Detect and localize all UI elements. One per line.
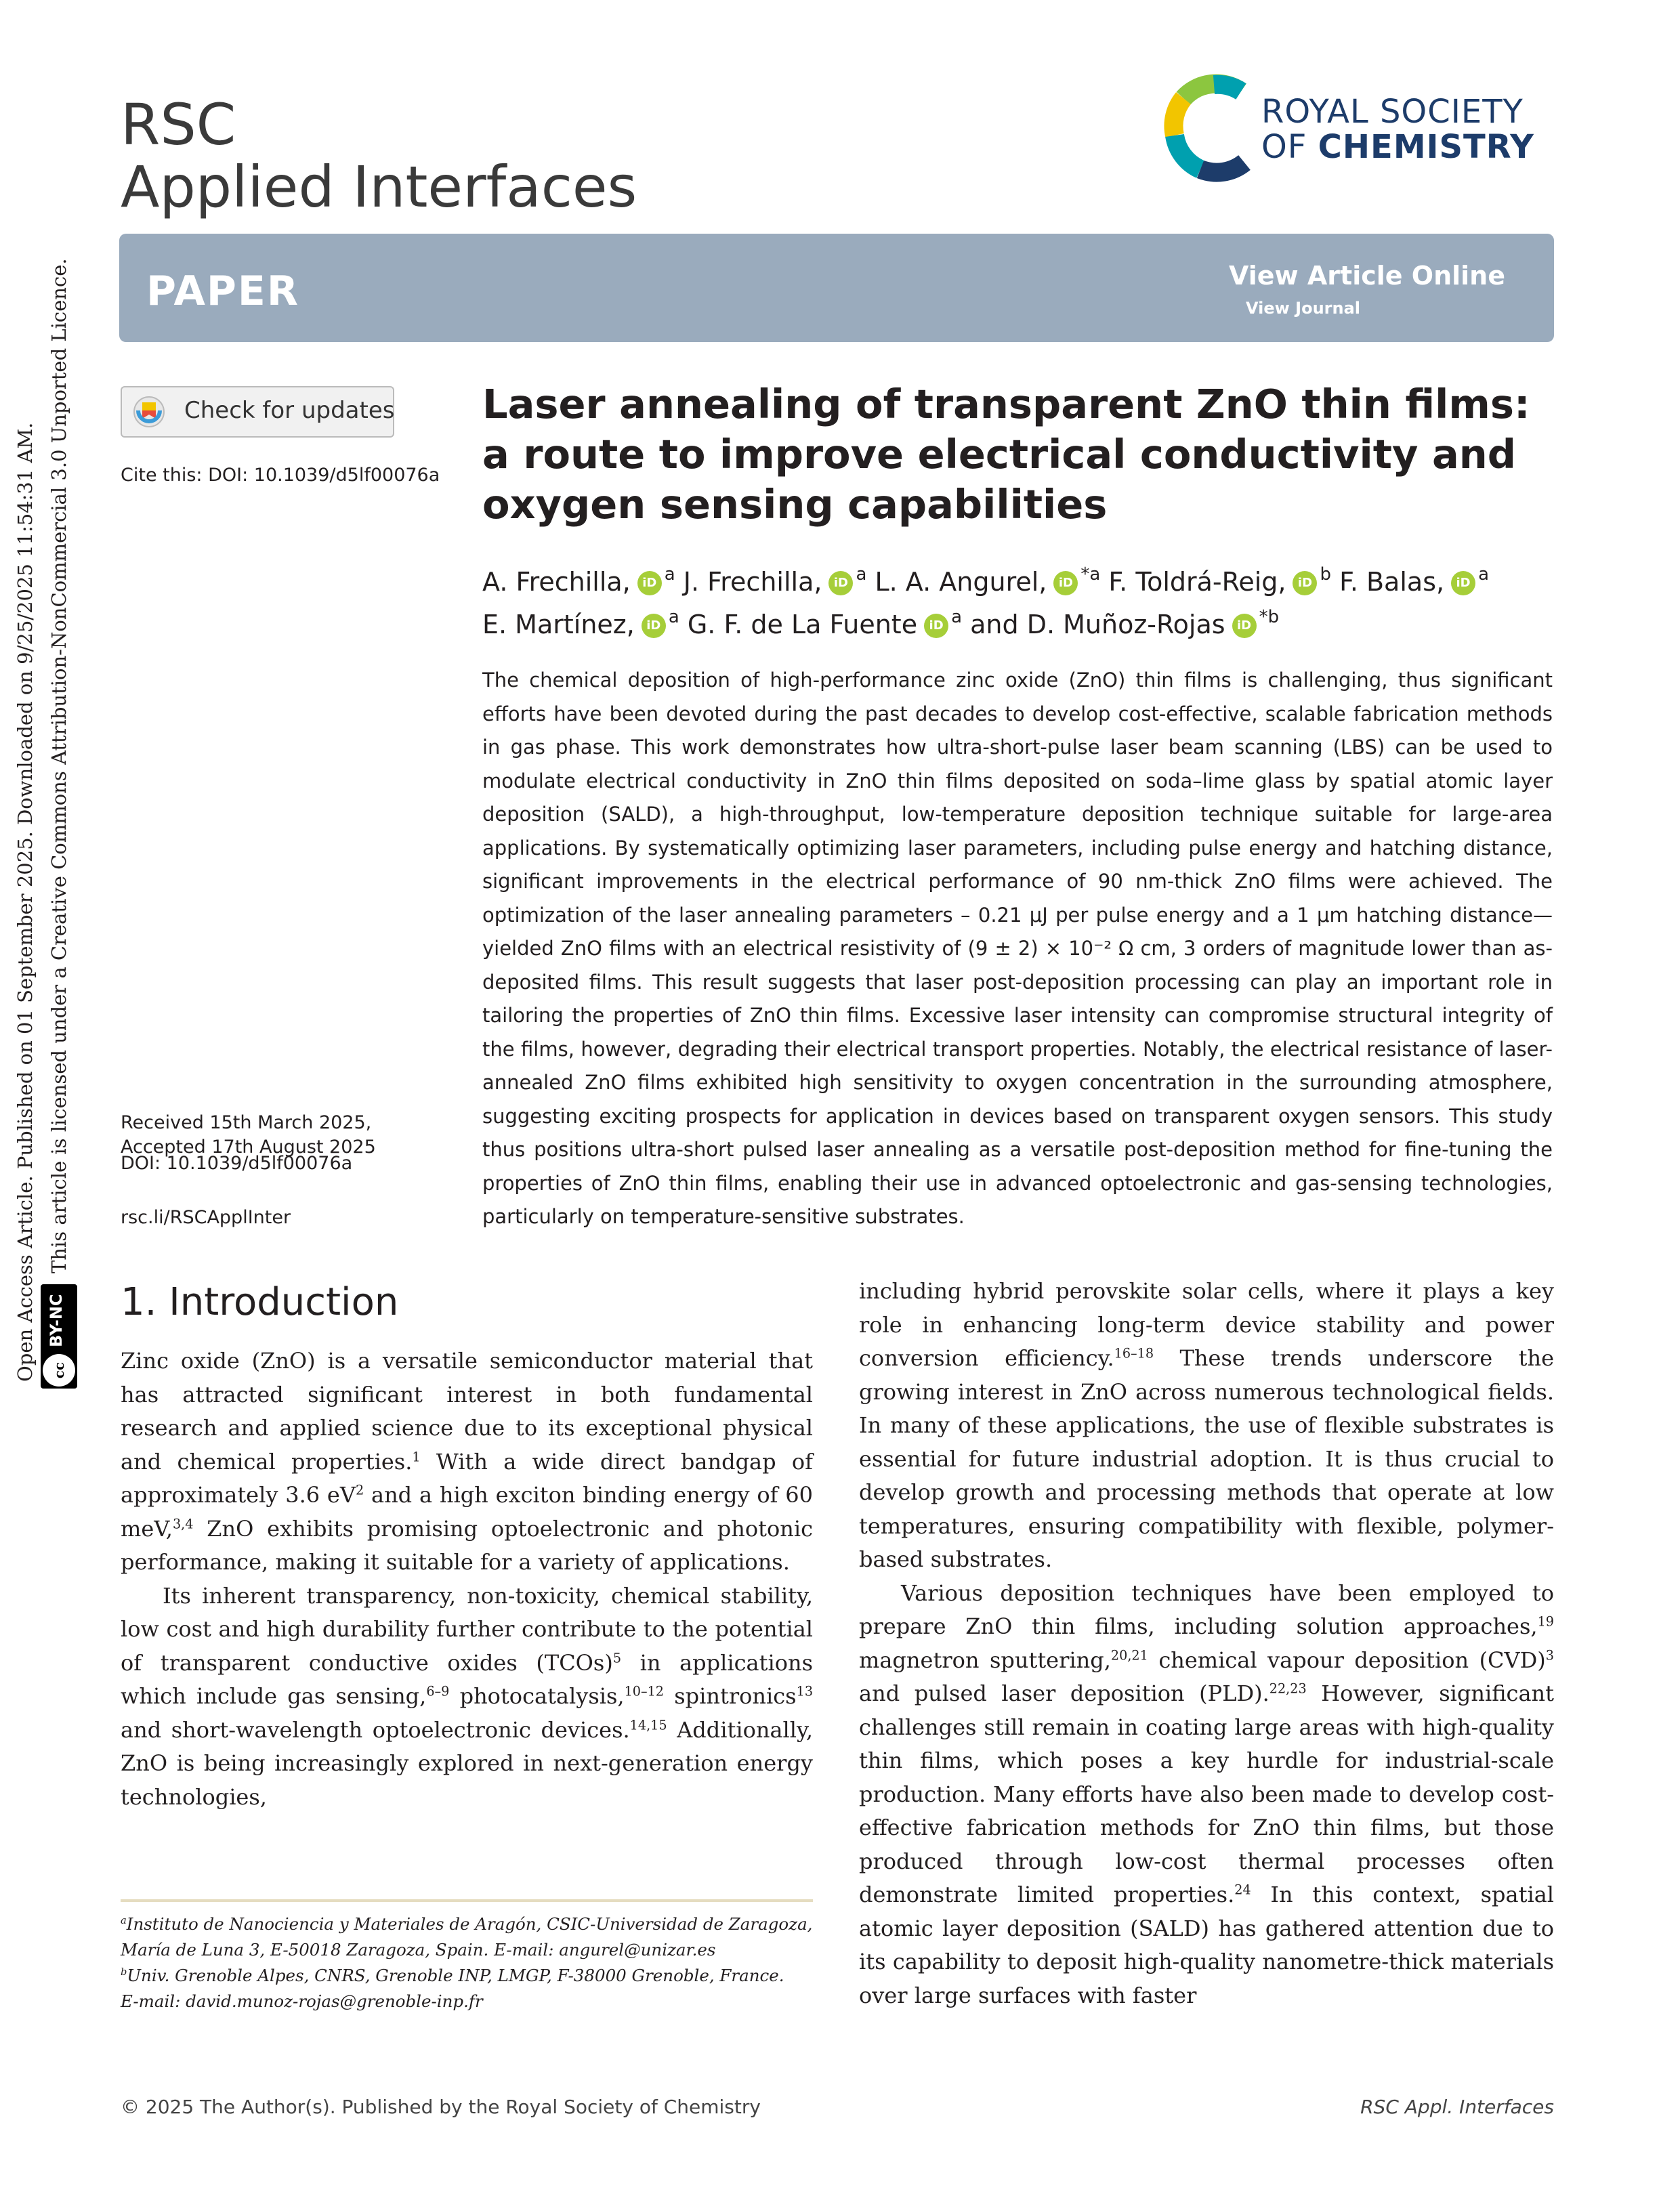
author-list [482, 557, 1566, 642]
view-article-online-link[interactable]: View Article Online [1229, 261, 1505, 291]
publisher-logo[interactable] [1160, 71, 1558, 186]
article-type-label: PAPER [146, 268, 300, 315]
accepted-date: Accepted 17th August 2025 [121, 1137, 376, 1158]
open-access-strip [14, 27, 88, 1382]
licence-notice[interactable]: This article is licensed under a Creative Commons Attribution-NonCommercial 3.0 Unported Licence. [47, 258, 70, 1273]
affiliation-b-email[interactable]: E-mail: david.munoz-rojas@grenoble-inp.fr [121, 1991, 483, 2011]
citation-ref[interactable]: 20,21 [1110, 1647, 1148, 1663]
open-access-notice: Open Access Article. Published on 01 September 2025. Downloaded on 9/25/2025 11:54:31 AM. [14, 422, 37, 1382]
paragraph: including hybrid perovskite solar cells, where it plays a key role in enhancing long-term device stability and power conversion efficiency.$^{16-18}$ These trends underscore the growing interest in ZnO across numerous technological fields. In many of these applications, the use of flexible substrates is essential for future industrial adoption. It is thus crucial to develop growth and processing methods that operate at low temperatures, ensuring compatibility with flexible, polymer-based substrates. [859, 1278, 1554, 1572]
orcid-icon[interactable]: iD [1053, 571, 1078, 595]
citation-ref[interactable]: 3,4 [172, 1515, 194, 1531]
author: A. Frechilla, iD $^a$ [482, 564, 675, 597]
journal-short-link[interactable]: rsc.li/RSCApplInter [121, 1207, 291, 1228]
author: L. A. Angurel, iD $^{*a}$ [875, 564, 1101, 597]
body-column-left [121, 1345, 813, 1814]
affiliation-footnotes [121, 1911, 818, 2014]
publisher-line1: ROYAL SOCIETY [1261, 93, 1524, 131]
section-heading: 1. Introduction [121, 1280, 399, 1324]
citation-ref[interactable]: 24 [1234, 1882, 1251, 1898]
journal-name-line2: Applied Interfaces [121, 154, 637, 220]
abstract: The chemical deposition of high-performance zinc oxide (ZnO) thin films is challenging, thus significant efforts have been devoted during the past decades to develop cost-effective, scalable fabrication methods in gas phase. This work demonstrates how ultra-short-pulse laser beam scanning (LBS) can be used to modulate electrical conductivity in ZnO thin films deposited on soda–lime glass by spatial atomic layer deposition (SALD), a high-throughput, low-temperature deposition technique suitable for large-area applications. By systematically optimizing laser parameters, including pulse energy and hatching distance, significant improvements in the electrical performance of 90 nm-thick ZnO films were achieved. The optimization of the laser annealing parameters – 0.21 μJ per pulse energy and a 1 μm hatching distance—yielded ZnO films with an electrical resistivity of (9 ± 2) × 10⁻² Ω cm, 3 orders of magnitude lower than as-deposited films. This result suggests that laser post-deposition processing can play an important role in tailoring the properties of ZnO thin films. Excessive laser intensity can compromise structural integrity of the films, however, degrading their electrical transport properties. Notably, the electrical resistance of laser-annealed ZnO films exhibited high sensitivity to oxygen concentration in the surrounding atmosphere, suggesting exciting prospects for application in devices based on transparent oxygen sensors. This study thus positions ultra-short pulsed laser annealing as a versatile post-deposition method for fine-tuning the properties of ZnO thin films, enabling their use in advanced optoelectronic and gas-sensing technologies, particularly on temperature-sensitive substrates. [482, 669, 1553, 1228]
citation-ref[interactable]: 2 [355, 1482, 364, 1498]
article-type-banner [119, 234, 1554, 342]
view-journal-link[interactable]: View Journal [1245, 299, 1360, 318]
check-for-updates-button[interactable] [121, 386, 394, 438]
article-title: Laser annealing of transparent ZnO thin films: a route to improve electrical conductivity and oxygen sensing capabilities [482, 381, 1530, 528]
citation-ref[interactable]: 5 [612, 1649, 622, 1666]
citation-ref[interactable]: 22,23 [1269, 1680, 1307, 1697]
journal-name [121, 93, 637, 218]
check-for-updates-label: Check for updates [184, 397, 395, 424]
received-date: Received 15th March 2025, [121, 1112, 372, 1133]
journal-name-line1: RSC [121, 91, 236, 158]
cc-by-nc-badge[interactable] [41, 1284, 77, 1389]
orcid-icon[interactable]: iD [924, 614, 948, 638]
paragraph: Its inherent transparency, non-toxicity, chemical stability, low cost and high durability further contribute to the potential of transparent conductive oxides (TCOs)$^5$ in applications which include gas sensing,$^{6-9}$ photocatalysis,$^{10-12}$ spintronics$^{13}$ and short-wavelength optoelectronic devices.$^{14,15}$ Additionally, ZnO is being increasingly explored in next-generation energy technologies, [121, 1582, 814, 1810]
citation-ref[interactable]: 19 [1537, 1613, 1554, 1630]
orcid-icon[interactable]: iD [637, 571, 662, 595]
affiliation-b: $^b$Univ. Grenoble Alpes, CNRS, Grenoble INP, LMGP, F-38000 Grenoble, France. [121, 1966, 784, 1985]
creative-commons-icon: cc [43, 1354, 75, 1387]
orcid-icon[interactable]: iD [1293, 571, 1317, 595]
citation-ref[interactable]: 3 [1545, 1647, 1555, 1663]
orcid-icon[interactable]: iD [1232, 614, 1257, 638]
author: and D. Muñoz-Rojas iD $^{*b}$ [970, 607, 1280, 639]
journal-abbreviation: RSC Appl. Interfaces [1360, 2096, 1554, 2118]
publisher-logo-text [1261, 94, 1534, 165]
paragraph: Various deposition techniques have been employed to prepare ZnO thin films, including solution approaches,$^{19}$ magnetron sputtering,$^{20,21}$ chemical vapour deposition (CVD)$^3$ and pulsed laser deposition (PLD).$^{22,23}$ However, significant challenges still remain in coating large areas with high-quality thin films, which poses a key hurdle for industrial-scale production. Many efforts have also been made to develop cost-effective fabrication methods for ZnO thin films, but those produced through low-cost thermal processes often demonstrate limited properties.$^{24}$ In this context, spatial atomic layer deposition (SALD) has gathered attention due to its capability to deposit high-quality nanometre-thick materials over large surfaces with faster [859, 1580, 1555, 2008]
body-column-right [859, 1275, 1554, 2012]
affiliation-a-address[interactable]: María de Luna 3, E-50018 Zaragoza, Spain. E-mail: angurel@unizar.es [121, 1940, 716, 1960]
citation-ref[interactable]: 1 [412, 1448, 421, 1464]
author: G. F. de La Fuente iD $^a$ [687, 607, 963, 639]
rsc-c-logo-icon [1160, 71, 1261, 186]
citation-ref[interactable]: 10–12 [624, 1683, 665, 1699]
citation-ref[interactable]: 14,15 [629, 1716, 667, 1733]
orcid-icon[interactable]: iD [642, 614, 666, 638]
cite-this-doi[interactable]: Cite this: DOI: 10.1039/d5lf00076a [121, 465, 440, 486]
citation-ref[interactable]: 13 [796, 1683, 814, 1699]
orcid-icon[interactable]: iD [1451, 571, 1475, 595]
affiliation-a: $^a$Instituto de Nanociencia y Materiales de Aragón, CSIC-Universidad de Zaragoza, [121, 1914, 813, 1934]
licence-type: BY-NC [47, 1294, 66, 1347]
publisher-line2 [1261, 129, 1534, 165]
author: E. Martínez, iD $^a$ [482, 607, 679, 639]
author: F. Balas, iD $^a$ [1339, 564, 1490, 597]
doi-link[interactable]: DOI: 10.1039/d5lf00076a [121, 1153, 353, 1174]
author: F. Toldrá-Reig, iD $^b$ [1108, 564, 1331, 597]
footnote-divider [121, 1899, 813, 1902]
publisher-chemistry: CHEMISTRY [1318, 128, 1534, 166]
copyright-notice: © 2025 The Author(s). Published by the Royal Society of Chemistry [121, 2096, 761, 2118]
orcid-icon[interactable]: iD [828, 571, 853, 595]
citation-ref[interactable]: 16–18 [1114, 1345, 1154, 1361]
paragraph: Zinc oxide (ZnO) is a versatile semiconductor material that has attracted significant interest in both fundamental research and applied science due to its exceptional physical and chemical properties.$^1$ With a wide direct bandgap of approximately 3.6 $eV^2$ and a high exciton binding energy of 60 meV,$^{3,4}$ ZnO exhibits promising optoelectronic and photonic performance, making it suitable for a variety of applications. [121, 1348, 814, 1575]
crossmark-icon [133, 396, 165, 428]
citation-ref[interactable]: 6–9 [426, 1683, 450, 1699]
publisher-of: OF [1261, 128, 1318, 166]
author: J. Frechilla, iD $^a$ [683, 564, 867, 597]
